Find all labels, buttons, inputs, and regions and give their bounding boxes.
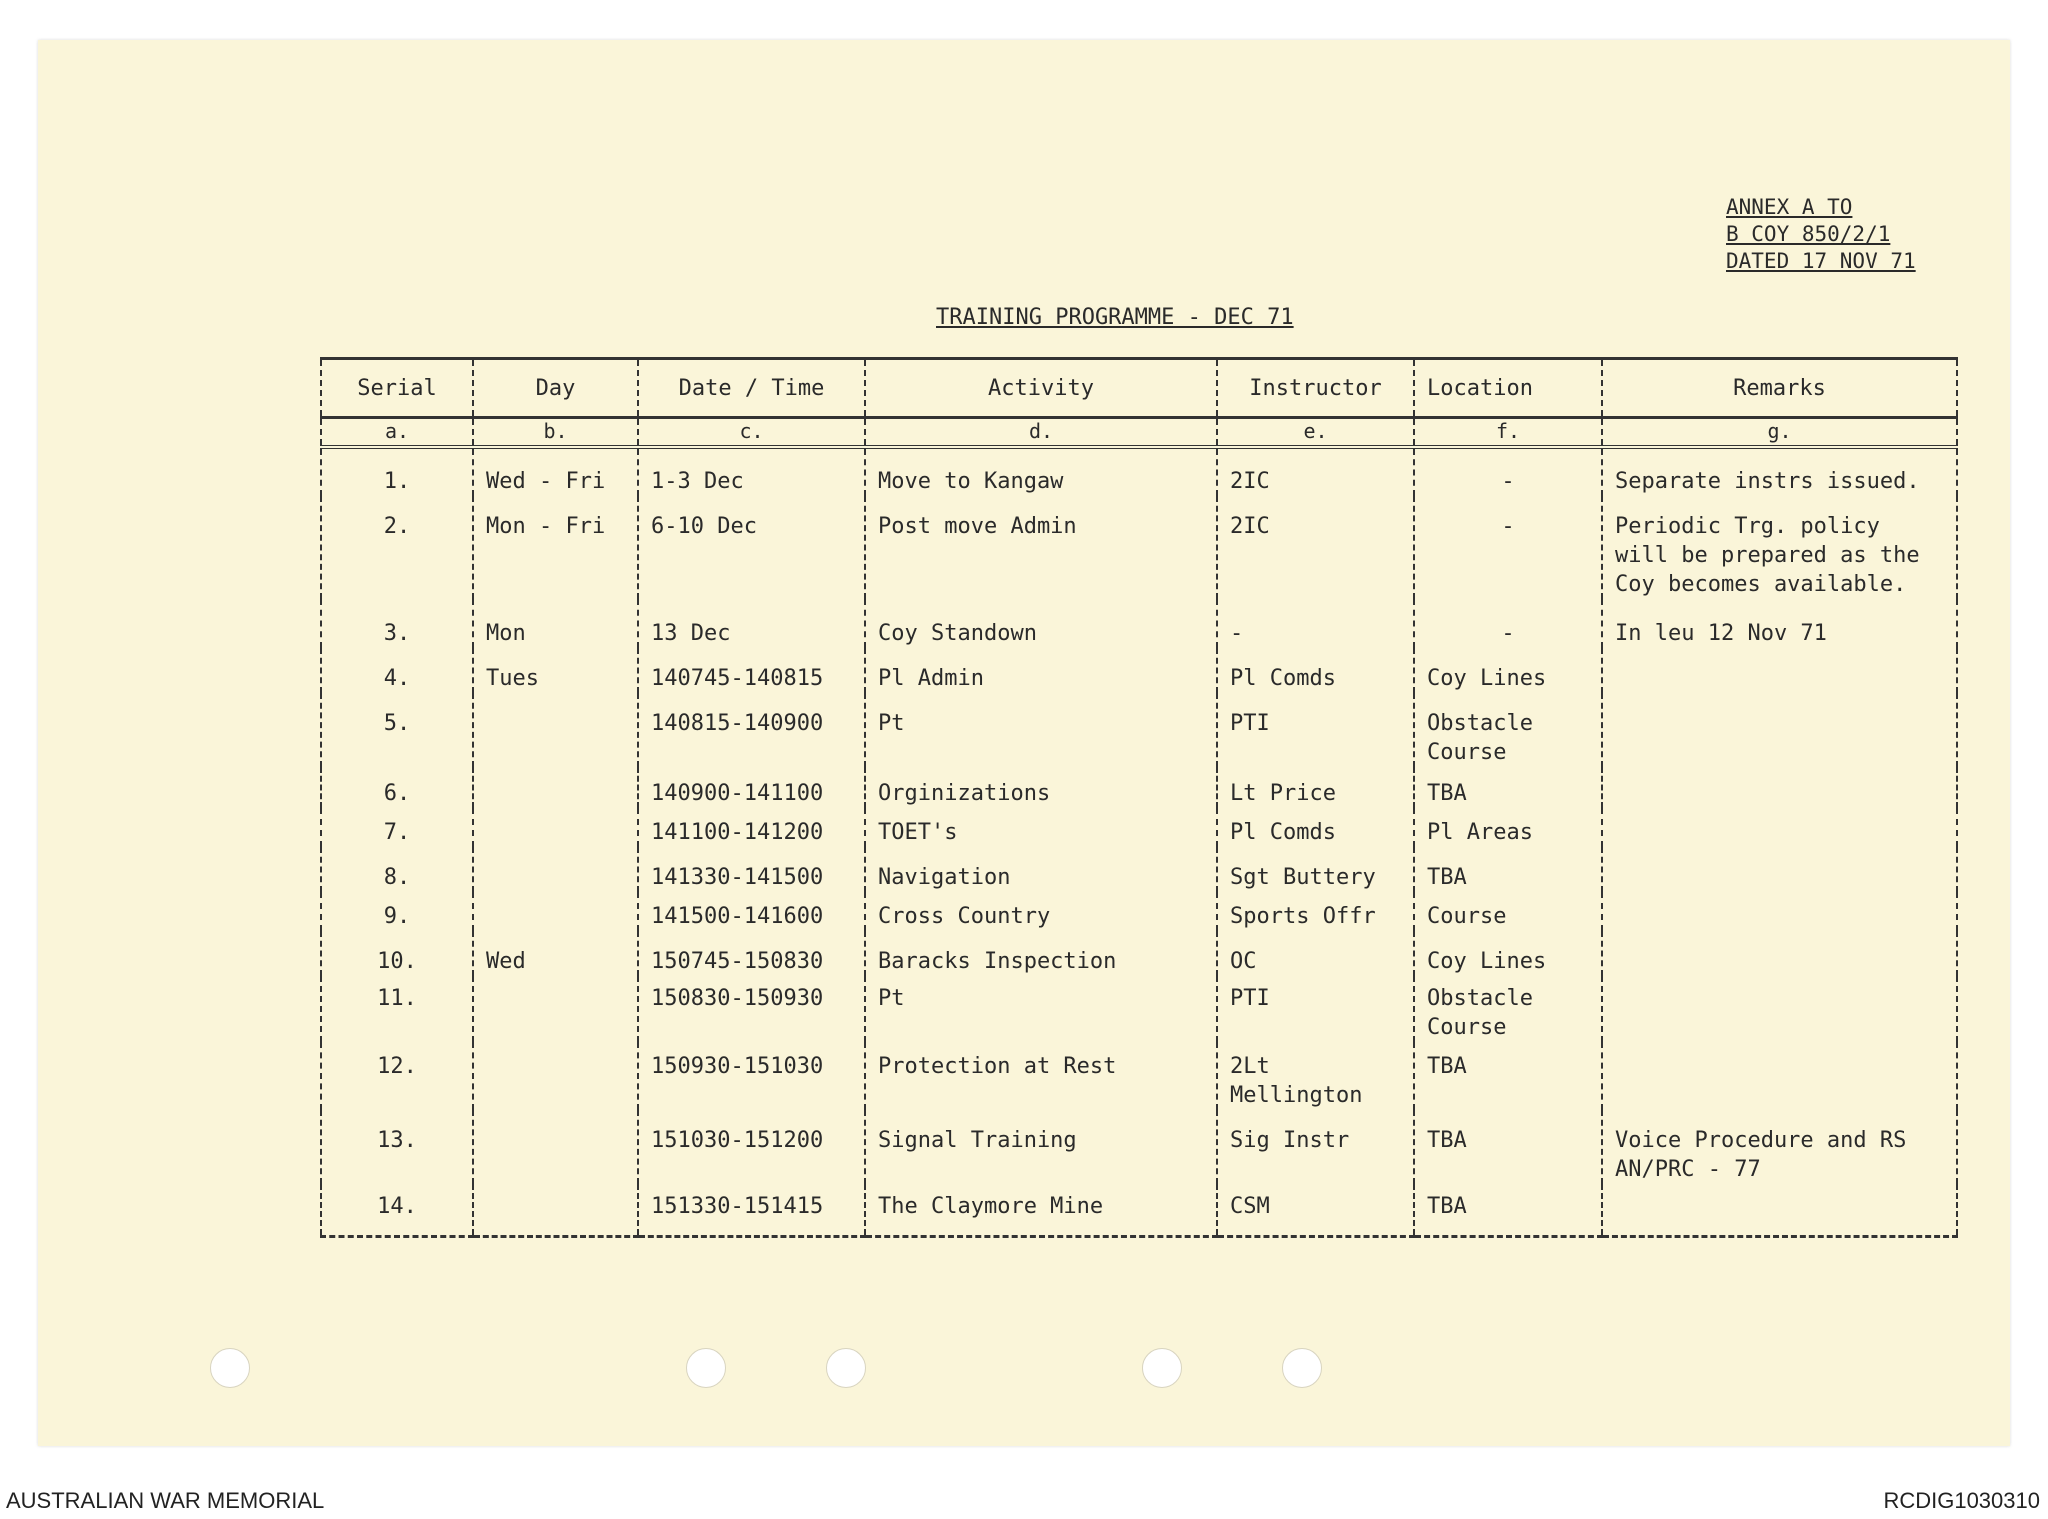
training-programme-table <box>320 357 1958 1238</box>
cell-activity <box>865 447 1217 496</box>
cell-date-time <box>638 976 865 1042</box>
cell-serial <box>321 892 473 931</box>
cell-location <box>1414 976 1602 1042</box>
cell-activity-text: Signal Training <box>878 1128 1077 1153</box>
cell-instructor <box>1217 447 1414 496</box>
cell-instructor <box>1217 847 1414 892</box>
table-row <box>321 847 1957 892</box>
cell-activity-text: Post move Admin <box>878 514 1077 539</box>
cell-remarks <box>1602 1042 1957 1110</box>
cell-location-text: Pl Areas <box>1427 820 1533 845</box>
table-row <box>321 447 1957 496</box>
cell-location-text: - <box>1501 514 1515 539</box>
cell-date-time-text: 13 Dec <box>651 621 731 646</box>
cell-activity-text: Cross Country <box>878 904 1051 929</box>
table-row <box>321 599 1957 648</box>
cell-day <box>473 931 638 976</box>
cell-remarks <box>1602 599 1957 648</box>
column-header-activity: Activity <box>865 359 1217 418</box>
cell-serial-text: 4. <box>383 666 411 691</box>
cell-location <box>1414 1042 1602 1110</box>
cell-instructor-text: Sports Offr <box>1230 904 1376 929</box>
annex-line-3: DATED 17 NOV 71 <box>1726 249 1916 273</box>
cell-activity-text: Pt <box>878 711 905 736</box>
cell-instructor-text: OC <box>1230 949 1257 974</box>
cell-day <box>473 976 638 1042</box>
cell-serial-text: 14. <box>377 1194 417 1219</box>
cell-date-time <box>638 1184 865 1237</box>
cell-instructor-text: Pl Comds <box>1230 820 1336 845</box>
cell-location-text: Course <box>1427 904 1507 929</box>
cell-serial <box>321 931 473 976</box>
cell-day <box>473 892 638 931</box>
cell-remarks <box>1602 931 1957 976</box>
cell-date-time-text: 150930-151030 <box>651 1054 824 1079</box>
cell-activity <box>865 808 1217 847</box>
cell-activity <box>865 892 1217 931</box>
cell-activity <box>865 847 1217 892</box>
cell-remarks-text: In leu 12 Nov 71 <box>1615 621 1827 646</box>
cell-instructor <box>1217 767 1414 808</box>
cell-serial <box>321 1042 473 1110</box>
cell-serial-text: 9. <box>383 904 411 929</box>
column-letter-a: a. <box>321 418 473 448</box>
cell-location <box>1414 447 1602 496</box>
cell-location <box>1414 599 1602 648</box>
column-letter-d: d. <box>865 418 1217 448</box>
binder-holes <box>0 1348 2048 1398</box>
table-row <box>321 892 1957 931</box>
binder-hole <box>1282 1348 1322 1388</box>
table-subheader-row <box>321 418 1957 448</box>
cell-location-text: TBA <box>1427 1128 1467 1153</box>
cell-date-time-text: 1-3 Dec <box>651 469 744 494</box>
cell-date-time <box>638 767 865 808</box>
cell-instructor <box>1217 1042 1414 1110</box>
cell-remarks <box>1602 892 1957 931</box>
column-letter-e: e. <box>1217 418 1414 448</box>
cell-instructor <box>1217 808 1414 847</box>
cell-location <box>1414 1110 1602 1184</box>
cell-remarks <box>1602 1110 1957 1184</box>
cell-instructor <box>1217 648 1414 693</box>
cell-date-time-text: 140745-140815 <box>651 666 824 691</box>
cell-day <box>473 599 638 648</box>
binder-hole <box>686 1348 726 1388</box>
table-row <box>321 808 1957 847</box>
table-row <box>321 1042 1957 1110</box>
cell-date-time-text: 150830-150930 <box>651 986 824 1011</box>
cell-date-time <box>638 1110 865 1184</box>
cell-date-time <box>638 447 865 496</box>
table-row <box>321 976 1957 1042</box>
cell-day <box>473 693 638 767</box>
cell-instructor <box>1217 1110 1414 1184</box>
column-letter-f: f. <box>1414 418 1602 448</box>
cell-remarks <box>1602 693 1957 767</box>
cell-serial-text: 3. <box>383 621 411 646</box>
binder-hole <box>210 1348 250 1388</box>
cell-date-time-text: 151330-151415 <box>651 1194 824 1219</box>
cell-serial <box>321 767 473 808</box>
cell-date-time-text: 141500-141600 <box>651 904 824 929</box>
cell-activity-text: Baracks Inspection <box>878 949 1117 974</box>
cell-day <box>473 767 638 808</box>
cell-location-text: TBA <box>1427 865 1467 890</box>
cell-remarks-text: Periodic Trg. policy will be prepared as the Coy becomes available. <box>1615 514 1920 597</box>
cell-remarks-text: Separate instrs issued. <box>1615 469 1920 494</box>
cell-serial <box>321 976 473 1042</box>
cell-date-time <box>638 931 865 976</box>
cell-remarks <box>1602 1184 1957 1237</box>
cell-day <box>473 1042 638 1110</box>
cell-day-text: Wed - Fri <box>486 469 606 494</box>
cell-serial <box>321 496 473 599</box>
cell-location-text: Obstacle Course <box>1427 986 1533 1040</box>
cell-serial <box>321 1184 473 1237</box>
cell-activity <box>865 1110 1217 1184</box>
column-letter-c: c. <box>638 418 865 448</box>
cell-day <box>473 808 638 847</box>
cell-activity <box>865 496 1217 599</box>
cell-serial <box>321 693 473 767</box>
cell-location-text: Coy Lines <box>1427 949 1547 974</box>
cell-location <box>1414 808 1602 847</box>
cell-activity <box>865 648 1217 693</box>
annex-reference <box>1726 194 1916 275</box>
cell-date-time-text: 140900-141100 <box>651 781 824 806</box>
cell-instructor-text: - <box>1230 621 1244 646</box>
cell-instructor <box>1217 976 1414 1042</box>
cell-serial-text: 13. <box>377 1128 417 1153</box>
cell-day <box>473 447 638 496</box>
column-header-serial: Serial <box>321 359 473 418</box>
cell-day-text: Wed <box>486 949 526 974</box>
cell-day-text: Mon <box>486 621 526 646</box>
cell-location <box>1414 847 1602 892</box>
cell-day <box>473 1184 638 1237</box>
cell-date-time <box>638 599 865 648</box>
cell-serial-text: 2. <box>383 514 411 539</box>
column-header-instructor: Instructor <box>1217 359 1414 418</box>
cell-serial-text: 7. <box>383 820 411 845</box>
cell-serial-text: 1. <box>383 469 411 494</box>
cell-date-time <box>638 496 865 599</box>
cell-activity-text: Protection at Rest <box>878 1054 1117 1079</box>
document-title: TRAINING PROGRAMME - DEC 71 <box>936 305 1294 330</box>
cell-date-time <box>638 693 865 767</box>
cell-activity <box>865 976 1217 1042</box>
table-row <box>321 767 1957 808</box>
cell-location-text: TBA <box>1427 781 1467 806</box>
cell-remarks <box>1602 847 1957 892</box>
table-row <box>321 693 1957 767</box>
cell-date-time-text: 140815-140900 <box>651 711 824 736</box>
cell-location <box>1414 931 1602 976</box>
cell-serial <box>321 599 473 648</box>
cell-serial-text: 11. <box>377 986 417 1011</box>
cell-location-text: Coy Lines <box>1427 666 1547 691</box>
cell-remarks <box>1602 648 1957 693</box>
cell-activity-text: Coy Standown <box>878 621 1037 646</box>
cell-location-text: TBA <box>1427 1194 1467 1219</box>
cell-date-time <box>638 847 865 892</box>
cell-date-time-text: 151030-151200 <box>651 1128 824 1153</box>
cell-location-text: Obstacle Course <box>1427 711 1533 765</box>
cell-activity-text: Pt <box>878 986 905 1011</box>
binder-hole <box>1142 1348 1182 1388</box>
table-row <box>321 648 1957 693</box>
cell-day <box>473 648 638 693</box>
cell-activity-text: Move to Kangaw <box>878 469 1064 494</box>
cell-instructor-text: 2Lt Mellington <box>1230 1054 1363 1108</box>
cell-serial <box>321 847 473 892</box>
cell-serial-text: 12. <box>377 1054 417 1079</box>
table-row <box>321 1110 1957 1184</box>
cell-day <box>473 496 638 599</box>
column-header-location: Location <box>1414 359 1602 418</box>
cell-activity <box>865 931 1217 976</box>
cell-instructor-text: 2IC <box>1230 469 1270 494</box>
cell-instructor-text: 2IC <box>1230 514 1270 539</box>
column-header-day: Day <box>473 359 638 418</box>
cell-serial-text: 6. <box>383 781 411 806</box>
column-letter-g: g. <box>1602 418 1957 448</box>
cell-instructor <box>1217 931 1414 976</box>
cell-activity-text: The Claymore Mine <box>878 1194 1104 1219</box>
cell-instructor <box>1217 892 1414 931</box>
cell-activity-text: Navigation <box>878 865 1011 890</box>
cell-location <box>1414 693 1602 767</box>
cell-day-text: Tues <box>486 666 539 691</box>
table-body <box>321 447 1957 1237</box>
cell-remarks-text: Voice Procedure and RS AN/PRC - 77 <box>1615 1128 1907 1182</box>
cell-serial-text: 10. <box>377 949 417 974</box>
cell-instructor-text: Sgt Buttery <box>1230 865 1376 890</box>
cell-remarks <box>1602 976 1957 1042</box>
cell-location-text: - <box>1501 469 1515 494</box>
cell-location <box>1414 648 1602 693</box>
cell-instructor-text: Pl Comds <box>1230 666 1336 691</box>
cell-date-time-text: 141100-141200 <box>651 820 824 845</box>
cell-location-text: TBA <box>1427 1054 1467 1079</box>
cell-remarks <box>1602 767 1957 808</box>
cell-remarks <box>1602 808 1957 847</box>
cell-activity <box>865 1184 1217 1237</box>
column-letter-b: b. <box>473 418 638 448</box>
cell-day <box>473 847 638 892</box>
table-row <box>321 496 1957 599</box>
cell-instructor-text: CSM <box>1230 1194 1270 1219</box>
table-header-row <box>321 359 1957 418</box>
footer-record-id: RCDIG1030310 <box>1883 1488 2040 1513</box>
cell-remarks <box>1602 447 1957 496</box>
cell-instructor-text: PTI <box>1230 986 1270 1011</box>
cell-serial <box>321 808 473 847</box>
cell-day <box>473 1110 638 1184</box>
column-header-date-time: Date / Time <box>638 359 865 418</box>
cell-instructor <box>1217 496 1414 599</box>
cell-location <box>1414 767 1602 808</box>
cell-activity-text: TOET's <box>878 820 958 845</box>
cell-remarks <box>1602 496 1957 599</box>
cell-activity-text: Pl Admin <box>878 666 984 691</box>
cell-instructor-text: Sig Instr <box>1230 1128 1350 1153</box>
cell-instructor <box>1217 599 1414 648</box>
cell-instructor <box>1217 1184 1414 1237</box>
cell-serial <box>321 1110 473 1184</box>
cell-location <box>1414 892 1602 931</box>
cell-serial-text: 5. <box>383 711 411 736</box>
cell-serial-text: 8. <box>383 865 411 890</box>
cell-date-time-text: 6-10 Dec <box>651 514 757 539</box>
annex-line-1: ANNEX A TO <box>1726 195 1853 219</box>
cell-date-time-text: 150745-150830 <box>651 949 824 974</box>
annex-line-2: B COY 850/2/1 <box>1726 222 1891 246</box>
cell-instructor <box>1217 693 1414 767</box>
cell-activity <box>865 599 1217 648</box>
column-header-remarks: Remarks <box>1602 359 1957 418</box>
cell-activity <box>865 1042 1217 1110</box>
table-row <box>321 1184 1957 1237</box>
footer-archive-name: AUSTRALIAN WAR MEMORIAL <box>6 1488 325 1513</box>
cell-date-time-text: 141330-141500 <box>651 865 824 890</box>
cell-instructor-text: PTI <box>1230 711 1270 736</box>
cell-location <box>1414 496 1602 599</box>
table-row <box>321 931 1957 976</box>
cell-date-time <box>638 1042 865 1110</box>
cell-date-time <box>638 808 865 847</box>
cell-location-text: - <box>1501 621 1515 646</box>
cell-activity <box>865 693 1217 767</box>
cell-serial <box>321 447 473 496</box>
cell-location <box>1414 1184 1602 1237</box>
cell-activity <box>865 767 1217 808</box>
cell-activity-text: Orginizations <box>878 781 1051 806</box>
binder-hole <box>826 1348 866 1388</box>
cell-serial <box>321 648 473 693</box>
cell-day-text: Mon - Fri <box>486 514 606 539</box>
cell-date-time <box>638 892 865 931</box>
cell-date-time <box>638 648 865 693</box>
cell-instructor-text: Lt Price <box>1230 781 1336 806</box>
